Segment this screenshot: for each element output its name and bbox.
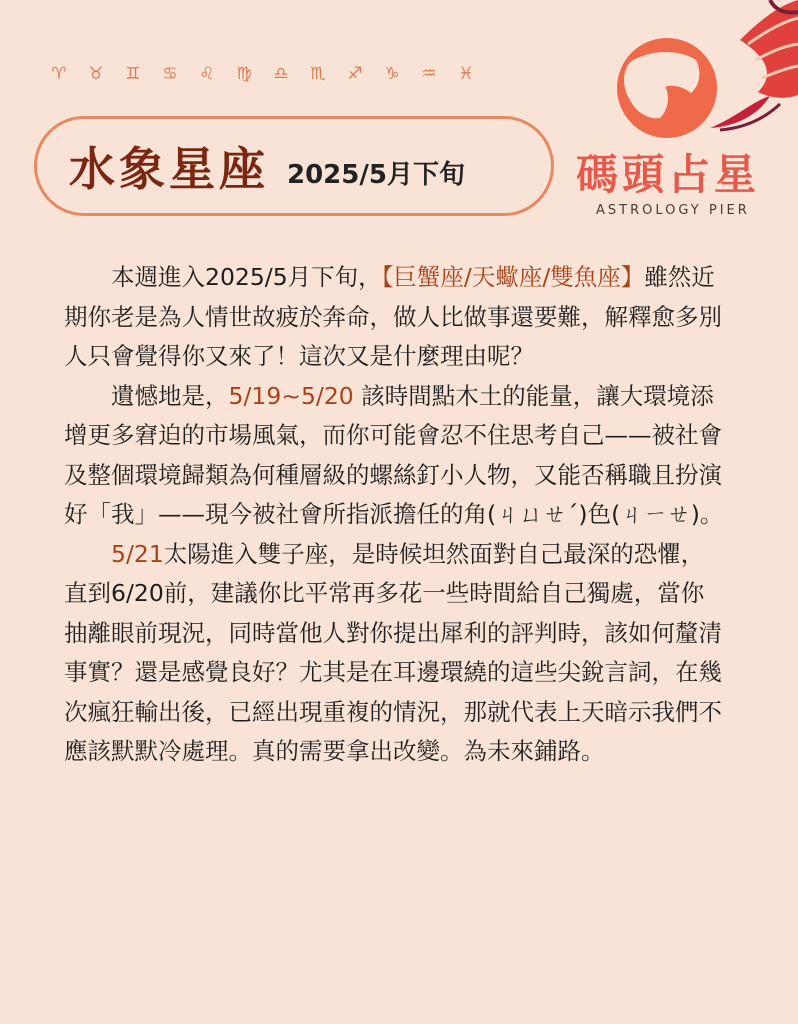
paragraph-text: 該時間點木土的能量，讓大環境添增更多窘迫的市場風氣，而你可能會忍不住思考自己——被社會及整個環境歸類為何種層級的螺絲釘小人物，又能否稱職且扮演好「我」——現今被社會所指派擔任的角(ㄐㄩㄝˊ)色(ㄐㄧㄝ)。 <box>64 381 724 528</box>
highlight-signs: 【巨蟹座/天蠍座/雙魚座】 <box>381 263 645 291</box>
highlight-date: 5/21 <box>111 539 164 568</box>
zodiac-glyph-icon: ♋ <box>162 64 178 84</box>
paragraph-2 <box>64 377 724 535</box>
zodiac-glyph-icon: ♊ <box>125 64 141 84</box>
paragraph-text: 雖然近期你老是為人情世故疲於奔命，做人比做事還要難，解釋愈多別人只會覺得你又來了！這次又是什麼理由呢？ <box>64 263 722 370</box>
zodiac-glyph-icon: ♉ <box>88 64 104 84</box>
logo-name: 碼頭占星 <box>576 150 761 199</box>
paragraph-text: 本週進入2025/5月下旬， <box>111 263 382 291</box>
article-body <box>64 258 724 772</box>
paragraph-1 <box>64 258 724 377</box>
zodiac-glyph-icon: ♓ <box>458 64 474 84</box>
title-banner <box>34 116 554 216</box>
page-title: 水象星座 <box>69 142 269 196</box>
zodiac-glyph-icon: ♌ <box>199 64 215 84</box>
paragraph-text: 太陽進入雙子座，是時候坦然面對自己最深的恐懼，直到6/20前，建議你比平常再多花一些時間給自己獨處，當你抽離眼前現況，同時當他人對你提出犀利的評判時，該如何釐清事實？還是感覺良好？尤其是在耳邊環繞的這些尖銳言詞，在幾次瘋狂輸出後，已經出現重複的情況，那就代表上天暗示我們不應該默默冷處理。真的需要拿出改變。為未來鋪路。 <box>64 539 722 765</box>
logo-tagline: ASTROLOGY PIER <box>596 203 750 218</box>
zodiac-glyph-icon: ♎ <box>273 64 289 84</box>
zodiac-glyph-icon: ♏ <box>310 64 326 84</box>
paragraph-3 <box>64 535 724 772</box>
zodiac-glyph-icon: ♍ <box>236 64 252 84</box>
zodiac-glyph-icon: ♐ <box>347 64 363 84</box>
zodiac-glyph-icon: ♑ <box>384 64 400 84</box>
zodiac-symbol-row <box>50 64 475 84</box>
paragraph-text: 遺憾地是， <box>111 381 229 410</box>
zodiac-glyph-icon: ♈ <box>51 64 67 84</box>
zodiac-glyph-icon: ♒ <box>421 64 437 84</box>
page-subtitle: 2025/5月下旬 <box>287 159 465 190</box>
brand-logo <box>570 0 798 230</box>
lion-logo-icon <box>570 0 798 140</box>
highlight-date: 5/19~5/20 <box>228 381 354 410</box>
